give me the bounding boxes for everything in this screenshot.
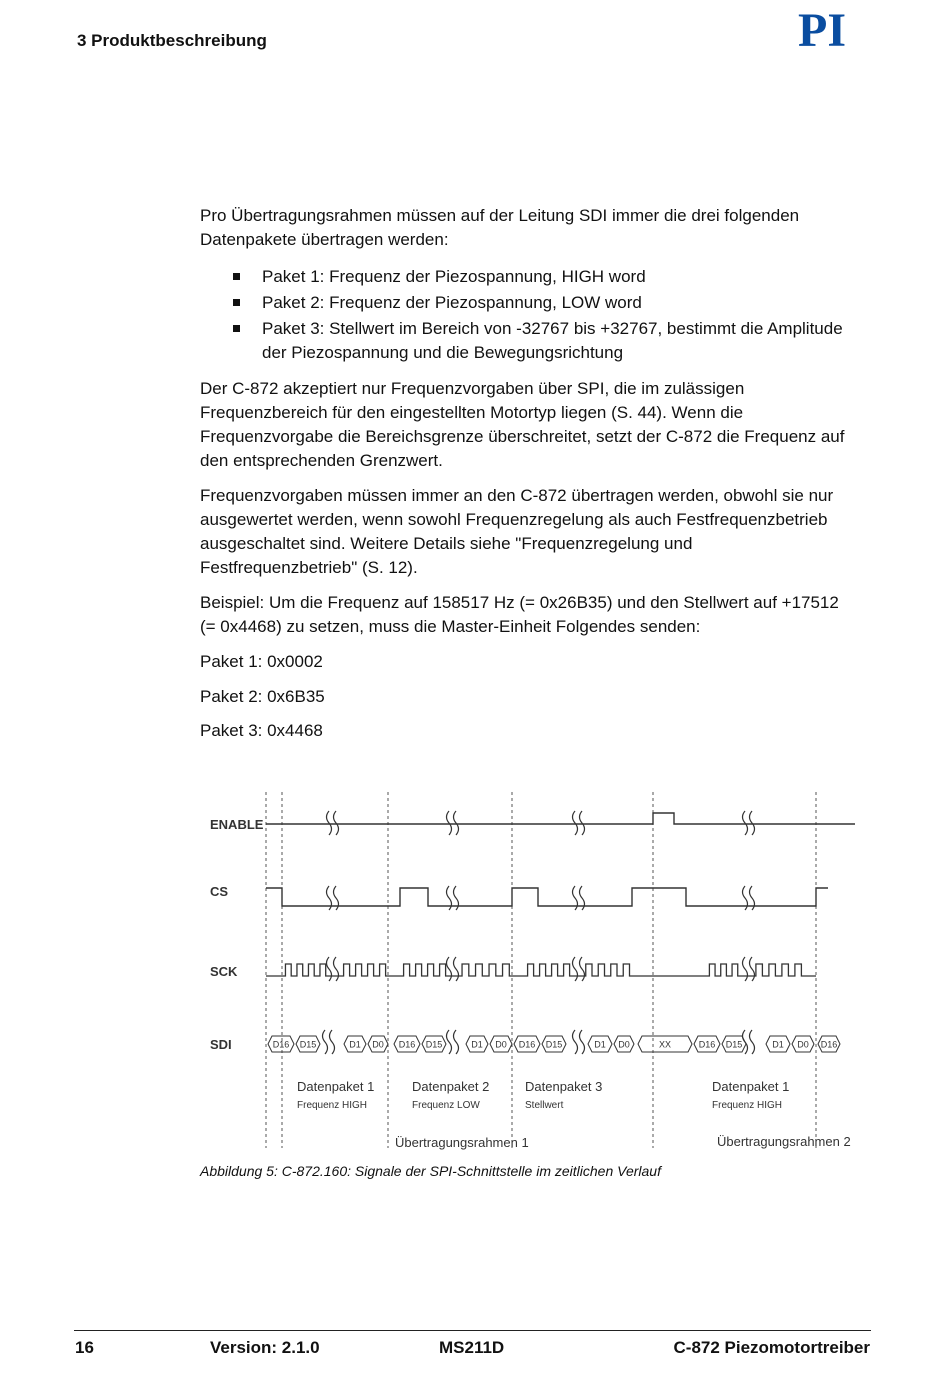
paragraph-line: den entsprechenden Grenzwert. bbox=[200, 451, 443, 470]
break-mark-icon bbox=[334, 957, 339, 981]
frame-label: Übertragungsrahmen 1 bbox=[395, 1135, 529, 1150]
list-item bbox=[200, 265, 870, 289]
intro-line: Pro Übertragungsrahmen müssen auf der Leitung SDI immer die drei folgenden bbox=[200, 206, 800, 225]
break-mark-icon bbox=[454, 811, 459, 835]
paragraph-line: ausgewertet werden, wenn sowohl Frequenzregelung als auch Festfrequenzbetrieb bbox=[200, 510, 828, 529]
list-item-text: Paket 3: Stellwert im Bereich von -32767 bis +32767, bestimmt die Amplitude bbox=[262, 319, 843, 338]
break-mark-icon bbox=[580, 1030, 585, 1054]
packet-label: Datenpaket 3 bbox=[525, 1079, 603, 1094]
paragraph-line: (= 0x4468) zu setzen, muss die Master-Einheit Folgendes senden: bbox=[200, 617, 701, 636]
sdi-bit-label: D16 bbox=[698, 1039, 716, 1050]
sck-waveform bbox=[266, 964, 816, 976]
chapter-title: 3 Produktbeschreibung bbox=[77, 31, 267, 50]
sdi-bit-label: XX bbox=[658, 1039, 672, 1050]
paragraph-line: Der C-872 akzeptiert nur Frequenzvorgaben über SPI, die im zulässigen bbox=[200, 379, 745, 398]
frame-label: Übertragungsrahmen 2 bbox=[717, 1134, 851, 1149]
figure-caption: Abbildung 5: C-872.160: Signale der SPI-Schnittstelle im zeitlichen Verlauf bbox=[200, 1163, 661, 1179]
spi-timing-diagram bbox=[200, 780, 870, 1160]
sdi-bit-label: D0 bbox=[495, 1039, 507, 1050]
paragraph-line: Frequenzvorgaben müssen immer an den C-872 übertragen werden, obwohl sie nur bbox=[200, 486, 834, 505]
break-mark-icon bbox=[334, 811, 339, 835]
sdi-bit-label: D16 bbox=[398, 1039, 416, 1050]
break-mark-icon bbox=[573, 811, 578, 835]
sdi-bit-label: D1 bbox=[471, 1039, 483, 1050]
sdi-bit-label: D0 bbox=[618, 1039, 630, 1050]
paket-value-1: Paket 1: 0x0002 bbox=[200, 652, 323, 671]
sdi-bit-label: D0 bbox=[372, 1039, 384, 1050]
paragraph-example bbox=[200, 591, 870, 639]
sdi-bit-label: D16 bbox=[820, 1039, 838, 1050]
signal-label-sck: SCK bbox=[210, 964, 238, 979]
packet-label: Datenpaket 1 bbox=[297, 1079, 375, 1094]
packet-sublabel: Frequenz LOW bbox=[412, 1100, 480, 1111]
product-name: C-872 Piezomotortreiber bbox=[673, 1338, 870, 1357]
logo-text: PI bbox=[798, 6, 846, 50]
paket-value-2: Paket 2: 0x6B35 bbox=[200, 687, 325, 706]
paragraph-line: Beispiel: Um die Frequenz auf 158517 Hz (= 0x26B35) und den Stellwert auf +17512 bbox=[200, 593, 839, 612]
sdi-bit-label: D1 bbox=[772, 1039, 784, 1050]
break-mark-icon bbox=[743, 957, 748, 981]
break-mark-icon bbox=[750, 811, 755, 835]
sdi-bit-label: D16 bbox=[518, 1039, 536, 1050]
break-mark-icon bbox=[580, 811, 585, 835]
list-item bbox=[200, 291, 870, 315]
paket-value-3: Paket 3: 0x4468 bbox=[200, 721, 323, 740]
break-mark-icon bbox=[573, 957, 578, 981]
sdi-bit-label: D15 bbox=[725, 1039, 743, 1050]
sdi-bit-label: D16 bbox=[272, 1039, 290, 1050]
break-mark-icon bbox=[750, 1030, 755, 1054]
signal-label-enable: ENABLE bbox=[210, 817, 264, 832]
sdi-bit-label: D0 bbox=[797, 1039, 809, 1050]
signal-label-cs: CS bbox=[210, 884, 229, 899]
page-number: 16 bbox=[75, 1338, 94, 1357]
paragraph-line: Festfrequenzbetrieb" (S. 12). bbox=[200, 558, 418, 577]
pi-logo bbox=[775, 6, 869, 50]
packet-sublabel: Stellwert bbox=[525, 1100, 564, 1111]
break-mark-icon bbox=[573, 1030, 578, 1054]
footer-divider bbox=[74, 1330, 871, 1331]
break-mark-icon bbox=[330, 1030, 335, 1054]
packet-sublabel: Frequenz HIGH bbox=[297, 1100, 368, 1111]
packet-label: Datenpaket 1 bbox=[712, 1079, 790, 1094]
break-mark-icon bbox=[327, 957, 332, 981]
intro-line: Datenpakete übertragen werden: bbox=[200, 230, 449, 249]
intro-paragraph bbox=[200, 204, 870, 252]
packet-label: Datenpaket 2 bbox=[412, 1079, 490, 1094]
break-mark-icon bbox=[454, 1030, 459, 1054]
paragraph-frequency-settings bbox=[200, 484, 870, 580]
packet-sublabel: Frequenz HIGH bbox=[712, 1100, 783, 1111]
enable-waveform bbox=[266, 813, 855, 824]
sdi-bit-label: D15 bbox=[545, 1039, 563, 1050]
sdi-bit-label: D1 bbox=[594, 1039, 606, 1050]
break-mark-icon bbox=[454, 957, 459, 981]
sdi-bit-label: D1 bbox=[349, 1039, 361, 1050]
break-mark-icon bbox=[580, 957, 585, 981]
sdi-bit-label: D15 bbox=[425, 1039, 443, 1050]
break-mark-icon bbox=[327, 811, 332, 835]
paragraph-line: ausgeschaltet sind. Weitere Details siehe "Frequenzregelung und bbox=[200, 534, 693, 553]
sdi-bit-label: D15 bbox=[299, 1039, 317, 1050]
list-item-text: Paket 1: Frequenz der Piezospannung, HIGH word bbox=[262, 267, 646, 286]
break-mark-icon bbox=[750, 957, 755, 981]
break-mark-icon bbox=[447, 957, 452, 981]
document-id: MS211D bbox=[439, 1338, 505, 1357]
paragraph-frequency-range bbox=[200, 377, 870, 473]
list-item-text: der Piezospannung und die Bewegungsrichtung bbox=[262, 343, 624, 362]
list-item bbox=[200, 317, 870, 365]
list-item-text: Paket 2: Frequenz der Piezospannung, LOW word bbox=[262, 293, 642, 312]
break-mark-icon bbox=[743, 811, 748, 835]
signal-label-sdi: SDI bbox=[210, 1037, 232, 1052]
break-mark-icon bbox=[447, 1030, 452, 1054]
break-mark-icon bbox=[447, 811, 452, 835]
break-mark-icon bbox=[323, 1030, 328, 1054]
paragraph-line: Frequenzbereich für den eingestellten Motortyp liegen (S. 44). Wenn die bbox=[200, 403, 744, 422]
document-version: Version: 2.1.0 bbox=[210, 1338, 320, 1357]
paragraph-line: Frequenzvorgabe die Bereichsgrenze überschreitet, setzt der C-872 die Frequenz auf bbox=[200, 427, 845, 446]
packet-bullet-list bbox=[200, 265, 870, 367]
